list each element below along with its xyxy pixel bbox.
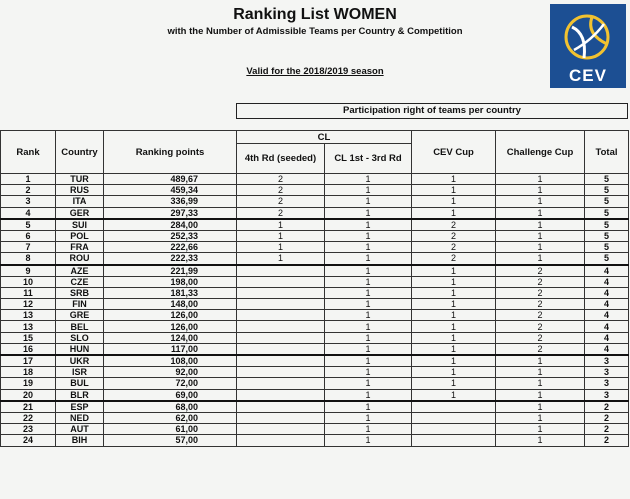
cl-1st-cell: 1 [325,412,412,423]
total-cell: 4 [585,332,629,343]
points-cell: 126,00 [104,321,237,332]
country-cell: SUI [56,219,104,231]
cl-1st-cell: 1 [325,424,412,435]
cl-4th-cell: 2 [237,196,325,207]
col-rank: Rank [1,131,56,174]
rank-cell: 17 [1,355,56,367]
challenge-cup-cell: 1 [496,230,585,241]
challenge-cup-cell: 1 [496,412,585,423]
total-cell: 5 [585,242,629,253]
cl-4th-cell [237,424,325,435]
country-cell: TUR [56,174,104,185]
table-row [1,230,629,241]
col-cl-group: CL [237,131,412,144]
challenge-cup-cell: 1 [496,435,585,446]
challenge-cup-cell: 1 [496,378,585,389]
country-cell: AZE [56,265,104,277]
points-cell: 57,00 [104,435,237,446]
total-cell: 3 [585,367,629,378]
country-cell: ESP [56,401,104,413]
rank-cell: 7 [1,242,56,253]
cl-1st-cell: 1 [325,321,412,332]
cev-cup-cell [412,435,496,446]
cl-4th-cell [237,310,325,321]
cl-1st-cell: 1 [325,343,412,355]
cl-4th-cell [237,321,325,332]
cl-4th-cell: 2 [237,174,325,185]
cl-1st-cell: 1 [325,332,412,343]
cl-1st-cell: 1 [325,389,412,401]
cl-1st-cell: 1 [325,299,412,310]
total-cell: 4 [585,310,629,321]
table-row [1,174,629,185]
country-cell: GER [56,207,104,219]
cl-4th-cell [237,287,325,298]
cl-4th-cell: 1 [237,219,325,231]
country-cell: POL [56,230,104,241]
total-cell: 3 [585,389,629,401]
points-cell: 126,00 [104,310,237,321]
cl-4th-cell [237,276,325,287]
cl-4th-cell [237,412,325,423]
table-row [1,310,629,321]
points-cell: 69,00 [104,389,237,401]
cl-1st-cell: 1 [325,265,412,277]
table-row [1,435,629,446]
cl-4th-cell [237,401,325,413]
challenge-cup-cell: 1 [496,367,585,378]
total-cell: 4 [585,276,629,287]
rank-cell: 6 [1,230,56,241]
country-cell: HUN [56,343,104,355]
table-row [1,185,629,196]
page-subtitle: with the Number of Admissible Teams per Country & Competition [167,26,463,37]
points-cell: 92,00 [104,367,237,378]
total-cell: 3 [585,378,629,389]
cev-cup-cell: 1 [412,389,496,401]
cl-1st-cell: 1 [325,276,412,287]
points-cell: 222,33 [104,253,237,265]
cl-1st-cell: 1 [325,230,412,241]
cev-cup-cell: 2 [412,230,496,241]
cl-1st-cell: 1 [325,253,412,265]
country-cell: SRB [56,287,104,298]
rank-cell: 19 [1,378,56,389]
total-cell: 5 [585,174,629,185]
cl-1st-cell: 1 [325,219,412,231]
challenge-cup-cell: 1 [496,253,585,265]
cl-1st-cell: 1 [325,435,412,446]
rank-cell: 5 [1,219,56,231]
rank-cell: 3 [1,196,56,207]
col-cl-1st: CL 1st - 3rd Rd [325,144,412,174]
challenge-cup-cell: 2 [496,299,585,310]
cl-4th-cell [237,332,325,343]
table-row [1,219,629,231]
country-cell: FRA [56,242,104,253]
cl-1st-cell: 1 [325,174,412,185]
rank-cell: 20 [1,389,56,401]
logo-text: CEV [569,66,607,85]
points-cell: 62,00 [104,412,237,423]
rank-cell: 11 [1,287,56,298]
challenge-cup-cell: 2 [496,265,585,277]
rank-cell: 8 [1,253,56,265]
country-cell: RUS [56,185,104,196]
cev-cup-cell: 1 [412,287,496,298]
challenge-cup-cell: 2 [496,287,585,298]
cev-cup-cell: 1 [412,378,496,389]
table-row [1,389,629,401]
participation-caption: Participation right of teams per country [236,103,628,119]
col-cev-cup: CEV Cup [412,131,496,174]
table-row [1,412,629,423]
table-row [1,424,629,435]
total-cell: 5 [585,207,629,219]
cev-cup-cell: 1 [412,355,496,367]
challenge-cup-cell: 2 [496,332,585,343]
total-cell: 5 [585,196,629,207]
total-cell: 5 [585,253,629,265]
rank-cell: 23 [1,424,56,435]
challenge-cup-cell: 1 [496,196,585,207]
table-row [1,276,629,287]
table-row [1,321,629,332]
volleyball-icon [562,12,612,62]
total-cell: 4 [585,265,629,277]
challenge-cup-cell: 1 [496,355,585,367]
cl-1st-cell: 1 [325,207,412,219]
cev-cup-cell [412,401,496,413]
cev-cup-cell: 1 [412,265,496,277]
cev-cup-cell: 1 [412,321,496,332]
challenge-cup-cell: 1 [496,424,585,435]
cl-1st-cell: 1 [325,367,412,378]
cev-cup-cell: 1 [412,332,496,343]
points-cell: 459,34 [104,185,237,196]
cl-1st-cell: 1 [325,196,412,207]
country-cell: SLO [56,332,104,343]
challenge-cup-cell: 1 [496,219,585,231]
points-cell: 117,00 [104,343,237,355]
cev-cup-cell: 2 [412,253,496,265]
cev-cup-cell: 1 [412,185,496,196]
points-cell: 284,00 [104,219,237,231]
cl-4th-cell: 2 [237,207,325,219]
cl-4th-cell: 1 [237,242,325,253]
table-row [1,265,629,277]
points-cell: 148,00 [104,299,237,310]
table-row [1,242,629,253]
cl-1st-cell: 1 [325,287,412,298]
rank-cell: 22 [1,412,56,423]
table-row [1,299,629,310]
cl-4th-cell [237,343,325,355]
challenge-cup-cell: 1 [496,401,585,413]
points-cell: 108,00 [104,355,237,367]
total-cell: 4 [585,343,629,355]
table-row [1,207,629,219]
cev-cup-cell [412,412,496,423]
points-cell: 297,33 [104,207,237,219]
table-row [1,401,629,413]
cl-4th-cell [237,367,325,378]
challenge-cup-cell: 1 [496,389,585,401]
rank-cell: 4 [1,207,56,219]
total-cell: 5 [585,230,629,241]
country-cell: ROU [56,253,104,265]
cev-cup-cell: 1 [412,367,496,378]
table-row [1,332,629,343]
table-row [1,253,629,265]
table-row [1,287,629,298]
ranking-table [0,130,629,447]
points-cell: 72,00 [104,378,237,389]
total-cell: 5 [585,219,629,231]
rank-cell: 18 [1,367,56,378]
challenge-cup-cell: 1 [496,185,585,196]
cev-cup-cell: 2 [412,219,496,231]
table-row [1,355,629,367]
total-cell: 2 [585,424,629,435]
points-cell: 336,99 [104,196,237,207]
rank-cell: 9 [1,265,56,277]
cev-cup-cell: 1 [412,196,496,207]
points-cell: 489,67 [104,174,237,185]
challenge-cup-cell: 1 [496,174,585,185]
total-cell: 5 [585,185,629,196]
cev-cup-cell: 1 [412,310,496,321]
rank-cell: 13 [1,310,56,321]
col-country: Country [56,131,104,174]
cev-cup-cell: 2 [412,242,496,253]
rank-cell: 1 [1,174,56,185]
cl-4th-cell [237,265,325,277]
page-title: Ranking List WOMEN [233,6,397,23]
challenge-cup-cell: 1 [496,207,585,219]
rank-cell: 24 [1,435,56,446]
total-cell: 2 [585,412,629,423]
country-cell: AUT [56,424,104,435]
country-cell: BIH [56,435,104,446]
total-cell: 2 [585,401,629,413]
rank-cell: 2 [1,185,56,196]
cl-4th-cell: 1 [237,253,325,265]
country-cell: BUL [56,378,104,389]
challenge-cup-cell: 1 [496,242,585,253]
cl-4th-cell: 1 [237,230,325,241]
cev-cup-cell: 1 [412,174,496,185]
points-cell: 221,99 [104,265,237,277]
cl-4th-cell [237,389,325,401]
cl-4th-cell [237,355,325,367]
country-cell: UKR [56,355,104,367]
country-cell: ITA [56,196,104,207]
cl-1st-cell: 1 [325,185,412,196]
ranking-rows [1,174,629,447]
col-cl-4th: 4th Rd (seeded) [237,144,325,174]
rank-cell: 15 [1,332,56,343]
rank-cell: 13 [1,321,56,332]
total-cell: 3 [585,355,629,367]
table-row [1,196,629,207]
cev-cup-cell: 1 [412,207,496,219]
col-challenge-cup: Challenge Cup [496,131,585,174]
cev-cup-cell: 1 [412,299,496,310]
cl-4th-cell: 2 [237,185,325,196]
points-cell: 61,00 [104,424,237,435]
challenge-cup-cell: 2 [496,343,585,355]
points-cell: 124,00 [104,332,237,343]
cl-4th-cell [237,299,325,310]
season-note: Valid for the 2018/2019 season [246,66,384,77]
cev-cup-cell: 1 [412,276,496,287]
points-cell: 198,00 [104,276,237,287]
challenge-cup-cell: 2 [496,276,585,287]
table-row [1,367,629,378]
rank-cell: 21 [1,401,56,413]
total-cell: 2 [585,435,629,446]
challenge-cup-cell: 2 [496,310,585,321]
cl-4th-cell [237,435,325,446]
cl-4th-cell [237,378,325,389]
country-cell: ISR [56,367,104,378]
rank-cell: 10 [1,276,56,287]
country-cell: FIN [56,299,104,310]
points-cell: 252,33 [104,230,237,241]
challenge-cup-cell: 2 [496,321,585,332]
cl-1st-cell: 1 [325,378,412,389]
table-row [1,378,629,389]
points-cell: 68,00 [104,401,237,413]
cl-1st-cell: 1 [325,242,412,253]
total-cell: 4 [585,299,629,310]
points-cell: 222,66 [104,242,237,253]
country-cell: BLR [56,389,104,401]
rank-cell: 12 [1,299,56,310]
cl-1st-cell: 1 [325,355,412,367]
col-total: Total [585,131,629,174]
country-cell: GRE [56,310,104,321]
cev-logo [550,4,626,88]
table-row [1,343,629,355]
country-cell: NED [56,412,104,423]
country-cell: BEL [56,321,104,332]
points-cell: 181,33 [104,287,237,298]
cev-cup-cell [412,424,496,435]
total-cell: 4 [585,287,629,298]
col-points: Ranking points [104,131,237,174]
cl-1st-cell: 1 [325,401,412,413]
cev-cup-cell: 1 [412,343,496,355]
cl-1st-cell: 1 [325,310,412,321]
rank-cell: 16 [1,343,56,355]
country-cell: CZE [56,276,104,287]
total-cell: 4 [585,321,629,332]
